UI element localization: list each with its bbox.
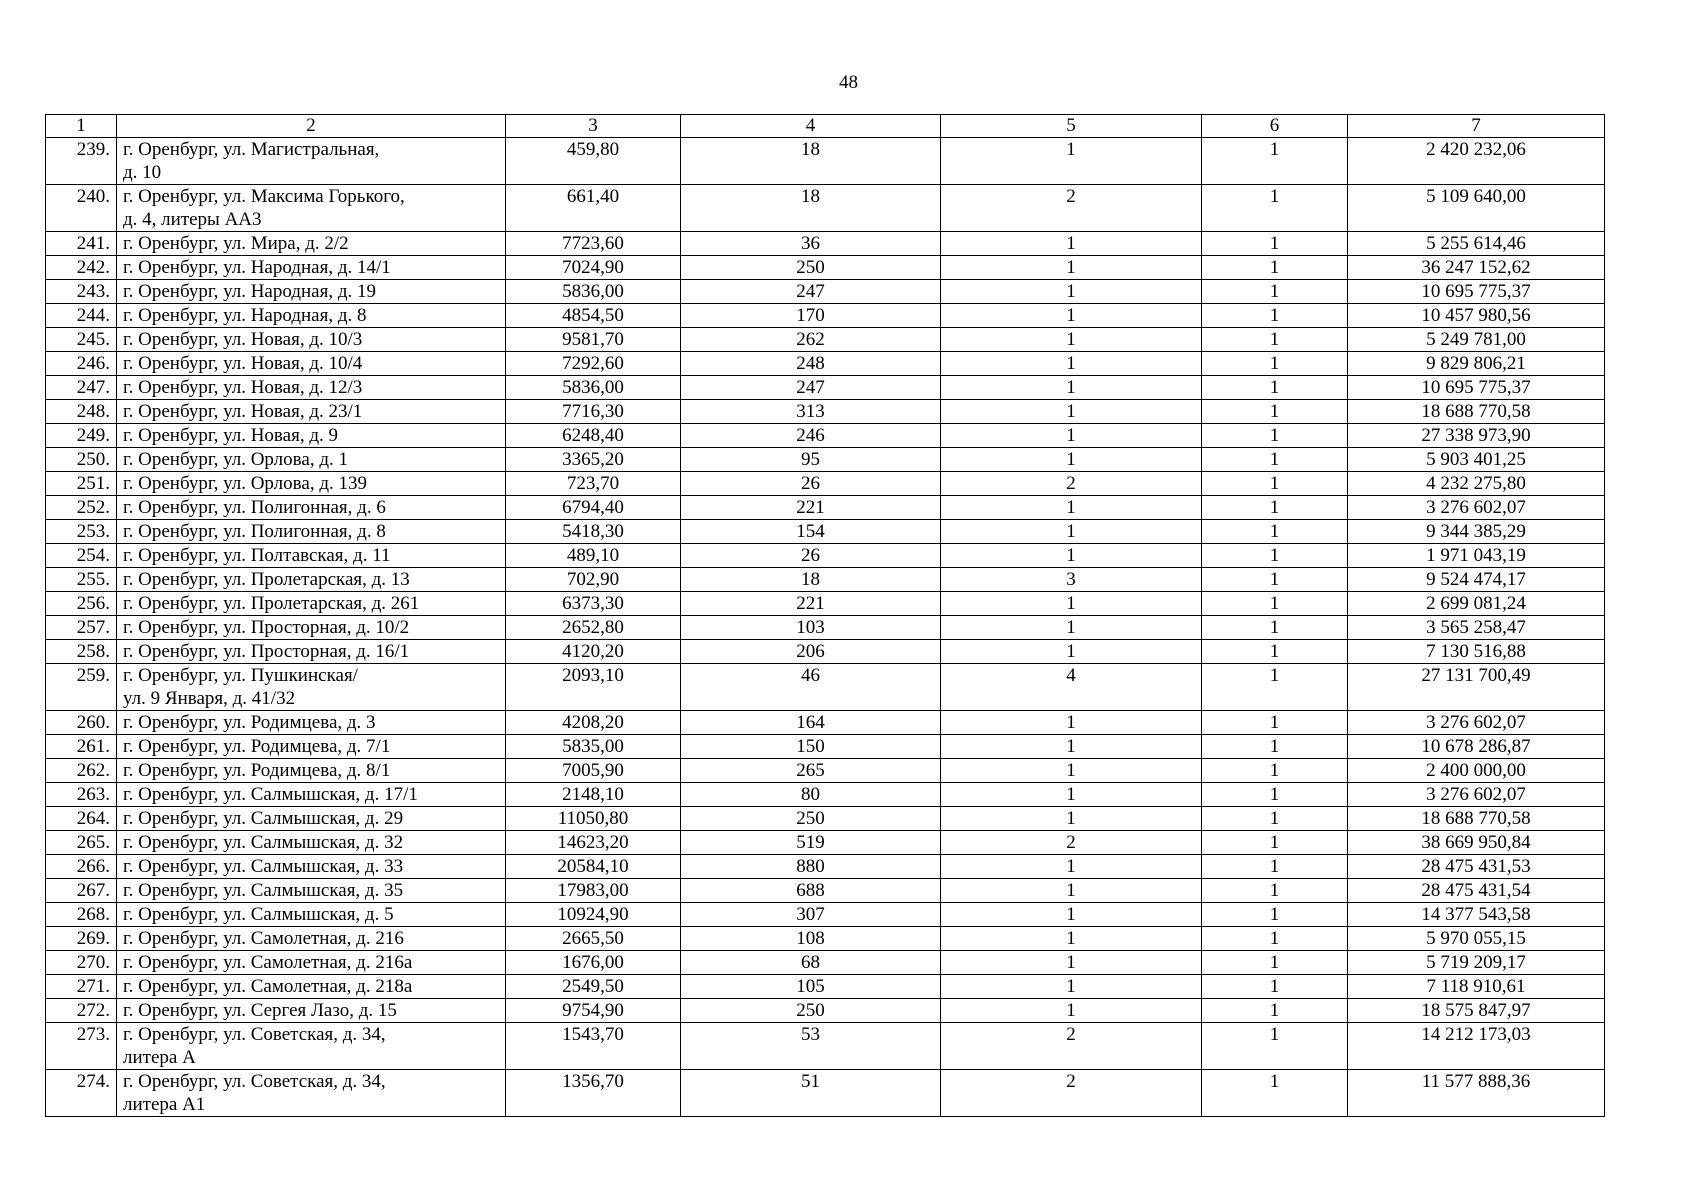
table-row <box>46 664 1605 711</box>
cell-address: г. Оренбург, ул. Родимцева, д. 3 <box>117 711 506 735</box>
cell-address: г. Оренбург, ул. Салмышская, д. 5 <box>117 903 506 927</box>
cell-address: г. Оренбург, ул. Самолетная, д. 218а <box>117 975 506 999</box>
cell-col-4: 36 <box>681 232 941 256</box>
column-header: 2 <box>117 115 506 138</box>
cell-col-7: 2 420 232,06 <box>1348 138 1605 185</box>
cell-col-7: 10 695 775,37 <box>1348 280 1605 304</box>
cell-col-3: 17983,00 <box>506 879 681 903</box>
table-row <box>46 376 1605 400</box>
cell-col-4: 154 <box>681 520 941 544</box>
cell-col-7: 7 130 516,88 <box>1348 640 1605 664</box>
cell-col-4: 262 <box>681 328 941 352</box>
cell-col-4: 221 <box>681 592 941 616</box>
cell-col-6: 1 <box>1202 520 1348 544</box>
cell-col-4: 519 <box>681 831 941 855</box>
cell-address: г. Оренбург, ул. Орлова, д. 139 <box>117 472 506 496</box>
table-row <box>46 759 1605 783</box>
cell-address: г. Оренбург, ул. Советская, д. 34, литера А <box>117 1023 506 1070</box>
cell-row-number: 266. <box>46 855 117 879</box>
cell-col-5: 1 <box>941 616 1202 640</box>
cell-col-4: 26 <box>681 544 941 568</box>
cell-col-7: 10 678 286,87 <box>1348 735 1605 759</box>
cell-address: г. Оренбург, ул. Родимцева, д. 7/1 <box>117 735 506 759</box>
cell-row-number: 273. <box>46 1023 117 1070</box>
table-row <box>46 568 1605 592</box>
cell-row-number: 250. <box>46 448 117 472</box>
cell-col-7: 14 212 173,03 <box>1348 1023 1605 1070</box>
cell-col-7: 3 276 602,07 <box>1348 496 1605 520</box>
cell-col-7: 10 457 980,56 <box>1348 304 1605 328</box>
cell-col-5: 1 <box>941 232 1202 256</box>
cell-col-3: 20584,10 <box>506 855 681 879</box>
cell-col-3: 1543,70 <box>506 1023 681 1070</box>
cell-col-6: 1 <box>1202 1070 1348 1117</box>
cell-address: г. Оренбург, ул. Пушкинская/ ул. 9 Января, д. 41/32 <box>117 664 506 711</box>
table-row <box>46 472 1605 496</box>
cell-col-7: 7 118 910,61 <box>1348 975 1605 999</box>
cell-address: г. Оренбург, ул. Салмышская, д. 35 <box>117 879 506 903</box>
cell-col-7: 18 688 770,58 <box>1348 400 1605 424</box>
cell-col-7: 28 475 431,54 <box>1348 879 1605 903</box>
cell-address: г. Оренбург, ул. Полигонная, д. 6 <box>117 496 506 520</box>
cell-col-5: 1 <box>941 544 1202 568</box>
cell-address: г. Оренбург, ул. Салмышская, д. 32 <box>117 831 506 855</box>
cell-col-6: 1 <box>1202 138 1348 185</box>
cell-row-number: 247. <box>46 376 117 400</box>
cell-col-7: 2 400 000,00 <box>1348 759 1605 783</box>
cell-col-3: 5836,00 <box>506 280 681 304</box>
table-row <box>46 304 1605 328</box>
table-row <box>46 424 1605 448</box>
table-row <box>46 256 1605 280</box>
cell-col-4: 105 <box>681 975 941 999</box>
cell-col-4: 221 <box>681 496 941 520</box>
table-row <box>46 592 1605 616</box>
cell-col-6: 1 <box>1202 879 1348 903</box>
cell-row-number: 272. <box>46 999 117 1023</box>
cell-col-3: 4854,50 <box>506 304 681 328</box>
cell-row-number: 269. <box>46 927 117 951</box>
cell-col-3: 702,90 <box>506 568 681 592</box>
cell-col-3: 7292,60 <box>506 352 681 376</box>
cell-address: г. Оренбург, ул. Сергея Лазо, д. 15 <box>117 999 506 1023</box>
cell-col-5: 2 <box>941 185 1202 232</box>
cell-col-5: 1 <box>941 999 1202 1023</box>
table-row <box>46 616 1605 640</box>
cell-col-6: 1 <box>1202 496 1348 520</box>
cell-col-4: 46 <box>681 664 941 711</box>
table-row <box>46 232 1605 256</box>
cell-col-5: 1 <box>941 975 1202 999</box>
cell-row-number: 242. <box>46 256 117 280</box>
cell-col-6: 1 <box>1202 903 1348 927</box>
cell-col-5: 1 <box>941 807 1202 831</box>
cell-col-6: 1 <box>1202 927 1348 951</box>
cell-col-7: 18 575 847,97 <box>1348 999 1605 1023</box>
table-row <box>46 951 1605 975</box>
cell-col-4: 247 <box>681 280 941 304</box>
cell-col-5: 1 <box>941 735 1202 759</box>
cell-col-7: 28 475 431,53 <box>1348 855 1605 879</box>
cell-col-3: 7024,90 <box>506 256 681 280</box>
cell-col-6: 1 <box>1202 855 1348 879</box>
cell-address: г. Оренбург, ул. Самолетная, д. 216а <box>117 951 506 975</box>
table-row <box>46 783 1605 807</box>
cell-col-7: 9 344 385,29 <box>1348 520 1605 544</box>
cell-col-6: 1 <box>1202 664 1348 711</box>
cell-col-5: 1 <box>941 592 1202 616</box>
cell-col-4: 880 <box>681 855 941 879</box>
table-row <box>46 280 1605 304</box>
column-header: 5 <box>941 115 1202 138</box>
page-number: 48 <box>839 72 858 93</box>
cell-address: г. Оренбург, ул. Новая, д. 10/4 <box>117 352 506 376</box>
cell-col-4: 250 <box>681 807 941 831</box>
cell-address: г. Оренбург, ул. Народная, д. 14/1 <box>117 256 506 280</box>
cell-col-6: 1 <box>1202 592 1348 616</box>
cell-col-3: 5836,00 <box>506 376 681 400</box>
cell-address: г. Оренбург, ул. Просторная, д. 16/1 <box>117 640 506 664</box>
cell-col-5: 1 <box>941 304 1202 328</box>
cell-col-3: 7716,30 <box>506 400 681 424</box>
table-row <box>46 999 1605 1023</box>
cell-col-5: 1 <box>941 352 1202 376</box>
cell-col-6: 1 <box>1202 783 1348 807</box>
cell-row-number: 259. <box>46 664 117 711</box>
cell-col-7: 27 338 973,90 <box>1348 424 1605 448</box>
cell-address: г. Оренбург, ул. Пролетарская, д. 261 <box>117 592 506 616</box>
cell-row-number: 240. <box>46 185 117 232</box>
cell-col-6: 1 <box>1202 304 1348 328</box>
cell-col-3: 723,70 <box>506 472 681 496</box>
cell-col-6: 1 <box>1202 975 1348 999</box>
cell-address: г. Оренбург, ул. Народная, д. 8 <box>117 304 506 328</box>
cell-col-6: 1 <box>1202 280 1348 304</box>
cell-col-3: 7005,90 <box>506 759 681 783</box>
cell-col-3: 459,80 <box>506 138 681 185</box>
cell-col-5: 1 <box>941 280 1202 304</box>
cell-address: г. Оренбург, ул. Новая, д. 12/3 <box>117 376 506 400</box>
table-row <box>46 807 1605 831</box>
column-header: 7 <box>1348 115 1605 138</box>
cell-address: г. Оренбург, ул. Советская, д. 34, литера А1 <box>117 1070 506 1117</box>
cell-col-3: 2549,50 <box>506 975 681 999</box>
cell-col-5: 1 <box>941 640 1202 664</box>
cell-col-4: 103 <box>681 616 941 640</box>
cell-row-number: 260. <box>46 711 117 735</box>
cell-row-number: 261. <box>46 735 117 759</box>
cell-col-4: 688 <box>681 879 941 903</box>
cell-col-4: 313 <box>681 400 941 424</box>
cell-row-number: 244. <box>46 304 117 328</box>
cell-col-5: 2 <box>941 831 1202 855</box>
cell-col-5: 1 <box>941 783 1202 807</box>
cell-row-number: 251. <box>46 472 117 496</box>
cell-col-4: 265 <box>681 759 941 783</box>
cell-col-6: 1 <box>1202 472 1348 496</box>
cell-row-number: 239. <box>46 138 117 185</box>
cell-col-7: 5 249 781,00 <box>1348 328 1605 352</box>
cell-col-6: 1 <box>1202 999 1348 1023</box>
cell-col-6: 1 <box>1202 711 1348 735</box>
cell-col-5: 2 <box>941 1023 1202 1070</box>
cell-col-7: 5 970 055,15 <box>1348 927 1605 951</box>
cell-row-number: 246. <box>46 352 117 376</box>
cell-col-3: 5418,30 <box>506 520 681 544</box>
cell-col-5: 1 <box>941 879 1202 903</box>
cell-row-number: 254. <box>46 544 117 568</box>
cell-col-7: 11 577 888,36 <box>1348 1070 1605 1117</box>
cell-row-number: 241. <box>46 232 117 256</box>
cell-col-5: 2 <box>941 1070 1202 1117</box>
cell-row-number: 268. <box>46 903 117 927</box>
table-row <box>46 185 1605 232</box>
cell-address: г. Оренбург, ул. Мира, д. 2/2 <box>117 232 506 256</box>
cell-row-number: 267. <box>46 879 117 903</box>
cell-row-number: 264. <box>46 807 117 831</box>
cell-col-3: 11050,80 <box>506 807 681 831</box>
column-header: 3 <box>506 115 681 138</box>
header-row <box>46 115 1605 138</box>
cell-col-7: 5 903 401,25 <box>1348 448 1605 472</box>
cell-col-5: 1 <box>941 376 1202 400</box>
cell-address: г. Оренбург, ул. Полтавская, д. 11 <box>117 544 506 568</box>
cell-col-6: 1 <box>1202 1023 1348 1070</box>
cell-row-number: 245. <box>46 328 117 352</box>
cell-col-7: 9 829 806,21 <box>1348 352 1605 376</box>
table-row <box>46 711 1605 735</box>
cell-col-3: 1676,00 <box>506 951 681 975</box>
table-row <box>46 903 1605 927</box>
cell-col-6: 1 <box>1202 951 1348 975</box>
cell-col-5: 1 <box>941 903 1202 927</box>
table-row <box>46 352 1605 376</box>
cell-col-5: 1 <box>941 424 1202 448</box>
cell-col-6: 1 <box>1202 616 1348 640</box>
cell-col-6: 1 <box>1202 640 1348 664</box>
cell-col-6: 1 <box>1202 424 1348 448</box>
cell-address: г. Оренбург, ул. Максима Горького, д. 4, литеры АА3 <box>117 185 506 232</box>
table-row <box>46 448 1605 472</box>
cell-col-5: 2 <box>941 472 1202 496</box>
table-row <box>46 1023 1605 1070</box>
cell-row-number: 274. <box>46 1070 117 1117</box>
cell-col-4: 26 <box>681 472 941 496</box>
cell-address: г. Оренбург, ул. Орлова, д. 1 <box>117 448 506 472</box>
cell-col-7: 3 565 258,47 <box>1348 616 1605 640</box>
cell-address: г. Оренбург, ул. Магистральная, д. 10 <box>117 138 506 185</box>
cell-col-4: 247 <box>681 376 941 400</box>
table-row <box>46 1070 1605 1117</box>
table-row <box>46 879 1605 903</box>
cell-col-3: 9581,70 <box>506 328 681 352</box>
cell-col-7: 3 276 602,07 <box>1348 711 1605 735</box>
cell-col-5: 1 <box>941 520 1202 544</box>
cell-col-7: 14 377 543,58 <box>1348 903 1605 927</box>
cell-col-4: 18 <box>681 138 941 185</box>
cell-col-4: 307 <box>681 903 941 927</box>
cell-col-4: 250 <box>681 256 941 280</box>
cell-row-number: 270. <box>46 951 117 975</box>
cell-col-6: 1 <box>1202 376 1348 400</box>
cell-col-6: 1 <box>1202 400 1348 424</box>
cell-address: г. Оренбург, ул. Новая, д. 9 <box>117 424 506 448</box>
column-header: 6 <box>1202 115 1348 138</box>
cell-col-3: 5835,00 <box>506 735 681 759</box>
cell-col-6: 1 <box>1202 232 1348 256</box>
cell-col-5: 1 <box>941 400 1202 424</box>
cell-col-7: 1 971 043,19 <box>1348 544 1605 568</box>
data-table <box>45 114 1605 1117</box>
cell-col-5: 3 <box>941 568 1202 592</box>
cell-address: г. Оренбург, ул. Родимцева, д. 8/1 <box>117 759 506 783</box>
cell-address: г. Оренбург, ул. Новая, д. 10/3 <box>117 328 506 352</box>
cell-address: г. Оренбург, ул. Салмышская, д. 29 <box>117 807 506 831</box>
cell-col-6: 1 <box>1202 831 1348 855</box>
cell-col-5: 1 <box>941 328 1202 352</box>
table-body <box>46 138 1605 1117</box>
cell-col-5: 1 <box>941 711 1202 735</box>
cell-row-number: 265. <box>46 831 117 855</box>
cell-col-7: 10 695 775,37 <box>1348 376 1605 400</box>
cell-col-5: 1 <box>941 927 1202 951</box>
table-row <box>46 496 1605 520</box>
cell-col-3: 2652,80 <box>506 616 681 640</box>
cell-col-3: 1356,70 <box>506 1070 681 1117</box>
cell-col-4: 95 <box>681 448 941 472</box>
cell-col-4: 164 <box>681 711 941 735</box>
cell-row-number: 248. <box>46 400 117 424</box>
cell-address: г. Оренбург, ул. Пролетарская, д. 13 <box>117 568 506 592</box>
table-row <box>46 855 1605 879</box>
cell-row-number: 271. <box>46 975 117 999</box>
cell-col-7: 18 688 770,58 <box>1348 807 1605 831</box>
cell-col-7: 5 719 209,17 <box>1348 951 1605 975</box>
cell-col-7: 27 131 700,49 <box>1348 664 1605 711</box>
cell-col-4: 248 <box>681 352 941 376</box>
cell-col-4: 250 <box>681 999 941 1023</box>
cell-col-3: 4208,20 <box>506 711 681 735</box>
cell-row-number: 258. <box>46 640 117 664</box>
cell-col-7: 36 247 152,62 <box>1348 256 1605 280</box>
cell-col-6: 1 <box>1202 352 1348 376</box>
cell-col-3: 7723,60 <box>506 232 681 256</box>
cell-col-3: 10924,90 <box>506 903 681 927</box>
cell-row-number: 252. <box>46 496 117 520</box>
cell-col-6: 1 <box>1202 568 1348 592</box>
cell-col-5: 1 <box>941 496 1202 520</box>
table-row <box>46 927 1605 951</box>
cell-col-4: 150 <box>681 735 941 759</box>
cell-col-7: 2 699 081,24 <box>1348 592 1605 616</box>
column-header: 1 <box>46 115 117 138</box>
cell-col-7: 4 232 275,80 <box>1348 472 1605 496</box>
cell-col-5: 1 <box>941 138 1202 185</box>
cell-row-number: 249. <box>46 424 117 448</box>
cell-address: г. Оренбург, ул. Новая, д. 23/1 <box>117 400 506 424</box>
cell-col-4: 206 <box>681 640 941 664</box>
cell-row-number: 256. <box>46 592 117 616</box>
cell-row-number: 253. <box>46 520 117 544</box>
cell-col-3: 4120,20 <box>506 640 681 664</box>
cell-col-4: 80 <box>681 783 941 807</box>
cell-col-3: 6248,40 <box>506 424 681 448</box>
cell-col-7: 5 255 614,46 <box>1348 232 1605 256</box>
cell-col-6: 1 <box>1202 759 1348 783</box>
cell-col-6: 1 <box>1202 735 1348 759</box>
cell-col-3: 2148,10 <box>506 783 681 807</box>
cell-col-4: 53 <box>681 1023 941 1070</box>
column-header: 4 <box>681 115 941 138</box>
cell-row-number: 263. <box>46 783 117 807</box>
cell-col-4: 18 <box>681 185 941 232</box>
cell-col-4: 108 <box>681 927 941 951</box>
table-row <box>46 520 1605 544</box>
cell-col-5: 1 <box>941 759 1202 783</box>
cell-col-7: 38 669 950,84 <box>1348 831 1605 855</box>
cell-address: г. Оренбург, ул. Салмышская, д. 17/1 <box>117 783 506 807</box>
cell-address: г. Оренбург, ул. Салмышская, д. 33 <box>117 855 506 879</box>
cell-address: г. Оренбург, ул. Народная, д. 19 <box>117 280 506 304</box>
cell-col-6: 1 <box>1202 544 1348 568</box>
cell-col-3: 2665,50 <box>506 927 681 951</box>
table-row <box>46 328 1605 352</box>
cell-col-3: 6373,30 <box>506 592 681 616</box>
cell-col-6: 1 <box>1202 328 1348 352</box>
cell-address: г. Оренбург, ул. Самолетная, д. 216 <box>117 927 506 951</box>
cell-col-4: 170 <box>681 304 941 328</box>
cell-address: г. Оренбург, ул. Полигонная, д. 8 <box>117 520 506 544</box>
cell-row-number: 257. <box>46 616 117 640</box>
cell-col-7: 9 524 474,17 <box>1348 568 1605 592</box>
cell-col-6: 1 <box>1202 185 1348 232</box>
cell-col-5: 1 <box>941 448 1202 472</box>
table-row <box>46 400 1605 424</box>
cell-col-3: 6794,40 <box>506 496 681 520</box>
cell-col-5: 4 <box>941 664 1202 711</box>
table-row <box>46 975 1605 999</box>
table-row <box>46 544 1605 568</box>
cell-col-4: 246 <box>681 424 941 448</box>
cell-col-3: 9754,90 <box>506 999 681 1023</box>
cell-row-number: 243. <box>46 280 117 304</box>
cell-col-5: 1 <box>941 256 1202 280</box>
cell-col-5: 1 <box>941 951 1202 975</box>
cell-col-4: 68 <box>681 951 941 975</box>
table-row <box>46 831 1605 855</box>
cell-col-7: 5 109 640,00 <box>1348 185 1605 232</box>
table-row <box>46 735 1605 759</box>
cell-col-3: 661,40 <box>506 185 681 232</box>
cell-col-3: 489,10 <box>506 544 681 568</box>
cell-col-4: 51 <box>681 1070 941 1117</box>
cell-col-5: 1 <box>941 855 1202 879</box>
cell-col-3: 2093,10 <box>506 664 681 711</box>
cell-col-6: 1 <box>1202 256 1348 280</box>
cell-address: г. Оренбург, ул. Просторная, д. 10/2 <box>117 616 506 640</box>
table-row <box>46 138 1605 185</box>
cell-col-3: 14623,20 <box>506 831 681 855</box>
cell-col-4: 18 <box>681 568 941 592</box>
table-row <box>46 640 1605 664</box>
cell-row-number: 262. <box>46 759 117 783</box>
cell-col-3: 3365,20 <box>506 448 681 472</box>
cell-row-number: 255. <box>46 568 117 592</box>
cell-col-6: 1 <box>1202 807 1348 831</box>
cell-col-7: 3 276 602,07 <box>1348 783 1605 807</box>
cell-col-6: 1 <box>1202 448 1348 472</box>
